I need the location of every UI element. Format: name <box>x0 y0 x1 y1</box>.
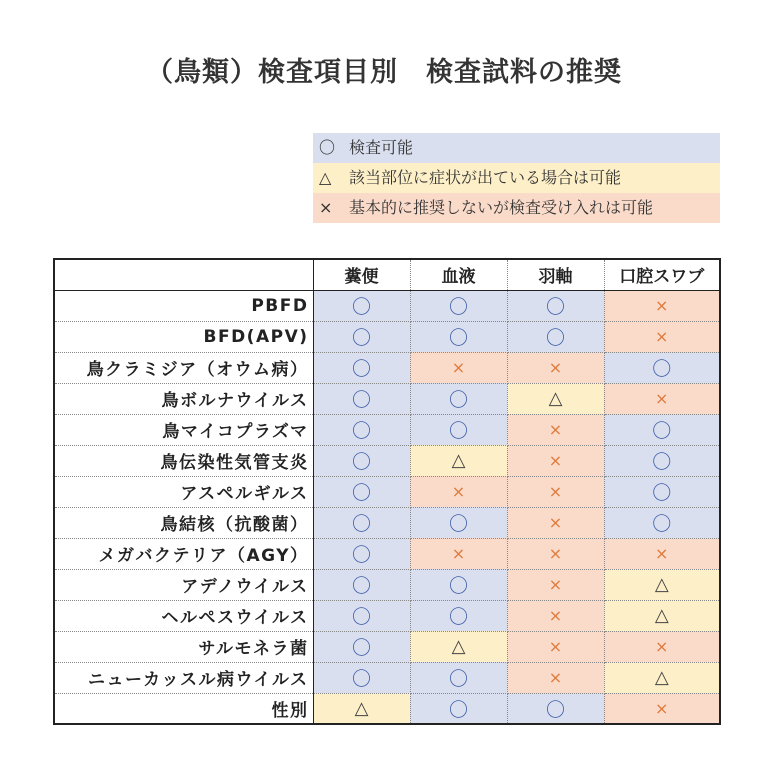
table-cell: × <box>410 476 507 507</box>
header-corner <box>54 259 313 290</box>
table-cell: 〇 <box>313 352 410 383</box>
legend-item-not-recommended <box>313 193 720 223</box>
table-cell: 〇 <box>313 414 410 445</box>
table-cell: × <box>507 445 604 476</box>
table-cell: △ <box>604 662 720 693</box>
table-cell: × <box>604 631 720 662</box>
table-cell: 〇 <box>313 321 410 352</box>
legend-symbol: △ <box>319 168 332 187</box>
row-label: アデノウイルス <box>54 569 313 600</box>
table-cell: △ <box>507 383 604 414</box>
legend-symbol: 〇 <box>319 138 336 157</box>
header-feces: 糞便 <box>313 259 410 290</box>
table-cell: 〇 <box>313 507 410 538</box>
table-cell: × <box>604 383 720 414</box>
row-label: 鳥伝染性気管支炎 <box>54 445 313 476</box>
table-row <box>54 662 720 693</box>
table-row <box>54 600 720 631</box>
table-cell: 〇 <box>410 693 507 724</box>
recommendation-table <box>53 258 721 725</box>
table-cell: 〇 <box>410 321 507 352</box>
table-cell: 〇 <box>313 569 410 600</box>
table-cell: 〇 <box>604 445 720 476</box>
table-cell: 〇 <box>410 569 507 600</box>
table-cell: 〇 <box>313 445 410 476</box>
table-cell: × <box>507 538 604 569</box>
table-cell: 〇 <box>313 631 410 662</box>
table-cell: 〇 <box>507 290 604 321</box>
table-cell: × <box>507 352 604 383</box>
table-cell: △ <box>604 569 720 600</box>
table-cell: 〇 <box>604 507 720 538</box>
table-cell: 〇 <box>410 662 507 693</box>
table-row <box>54 693 720 724</box>
table-row <box>54 507 720 538</box>
table-cell: 〇 <box>313 538 410 569</box>
table-cell: 〇 <box>313 662 410 693</box>
table-cell: 〇 <box>507 321 604 352</box>
legend-text: 検査可能 <box>349 138 414 157</box>
table-row <box>54 631 720 662</box>
legend-text: 基本的に推奨しないが検査受け入れは可能 <box>349 198 654 217</box>
table-cell: × <box>604 290 720 321</box>
table-cell: × <box>410 352 507 383</box>
row-label: ニューカッスル病ウイルス <box>54 662 313 693</box>
table-cell: 〇 <box>313 383 410 414</box>
table-cell: 〇 <box>507 693 604 724</box>
row-label: 鳥マイコプラズマ <box>54 414 313 445</box>
header-blood: 血液 <box>410 259 507 290</box>
table-row <box>54 352 720 383</box>
row-label: ヘルペスウイルス <box>54 600 313 631</box>
table-cell: 〇 <box>410 290 507 321</box>
row-label: アスペルギルス <box>54 476 313 507</box>
table-row <box>54 569 720 600</box>
row-label: BFD(APV) <box>54 321 313 352</box>
row-label: 性別 <box>54 693 313 724</box>
table-cell: × <box>604 693 720 724</box>
header-feather-shaft: 羽軸 <box>507 259 604 290</box>
table-cell: 〇 <box>410 600 507 631</box>
row-label: 鳥クラミジア（オウム病） <box>54 352 313 383</box>
table-row <box>54 290 720 321</box>
row-label: PBFD <box>54 290 313 321</box>
row-label: サルモネラ菌 <box>54 631 313 662</box>
table-cell: 〇 <box>604 476 720 507</box>
row-label: メガバクテリア（AGY） <box>54 538 313 569</box>
table-cell: 〇 <box>410 383 507 414</box>
table-cell: × <box>507 569 604 600</box>
table-cell: 〇 <box>604 414 720 445</box>
legend-item-conditional <box>313 163 720 193</box>
table-cell: × <box>507 507 604 538</box>
legend-symbol: × <box>319 198 333 217</box>
table-cell: △ <box>410 445 507 476</box>
table-cell: × <box>507 631 604 662</box>
table-cell: 〇 <box>313 600 410 631</box>
table-cell: × <box>507 414 604 445</box>
page-title: （鳥類）検査項目別 検査試料の推奨 <box>146 57 622 88</box>
table-cell: 〇 <box>604 352 720 383</box>
table-cell: × <box>507 662 604 693</box>
table-header-row <box>54 259 720 290</box>
table-cell: 〇 <box>313 476 410 507</box>
table-row <box>54 383 720 414</box>
table-cell: △ <box>604 600 720 631</box>
legend-item-ok <box>313 133 720 163</box>
table-row <box>54 476 720 507</box>
table-cell: 〇 <box>410 507 507 538</box>
table-cell: × <box>507 600 604 631</box>
table-cell: 〇 <box>410 414 507 445</box>
table-cell: × <box>604 321 720 352</box>
table-row <box>54 445 720 476</box>
table-row <box>54 414 720 445</box>
table-cell: 〇 <box>313 290 410 321</box>
header-oral-swab: 口腔スワブ <box>604 259 720 290</box>
legend <box>313 133 720 223</box>
row-label: 鳥ボルナウイルス <box>54 383 313 414</box>
table-cell: × <box>507 476 604 507</box>
table-row <box>54 321 720 352</box>
legend-text: 該当部位に症状が出ている場合は可能 <box>349 168 622 187</box>
table-cell: × <box>410 538 507 569</box>
table-row <box>54 538 720 569</box>
row-label: 鳥結核（抗酸菌） <box>54 507 313 538</box>
table-cell: △ <box>410 631 507 662</box>
table-cell: × <box>604 538 720 569</box>
table-cell: △ <box>313 693 410 724</box>
